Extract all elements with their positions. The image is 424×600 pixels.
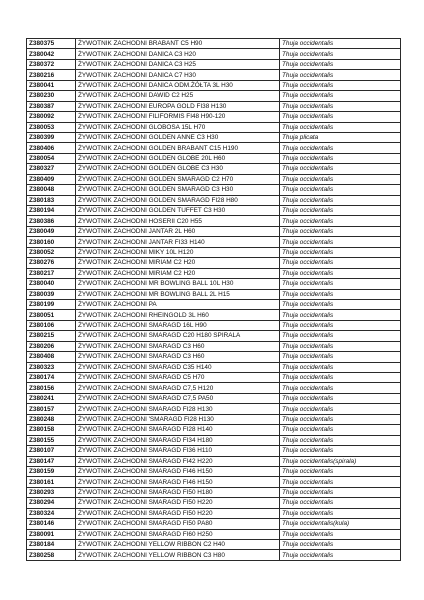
product-code-cell: Z380215 (27, 331, 76, 341)
latin-name-cell: Thuja occidentalis (280, 101, 401, 111)
product-name-cell: ŻYWOTNIK ZACHODNI SMARAGD FI46 H150 (76, 477, 280, 487)
table-row (27, 164, 401, 174)
product-code-cell: Z380241 (27, 393, 76, 403)
product-name-cell: ŻYWOTNIK ZACHODNI SMARAGD FI50 H220 (76, 498, 280, 508)
latin-name-cell: Thuja occidentalis (280, 299, 401, 309)
product-name-cell: ŻYWOTNIK ZACHODNI SMARAGD FI50 PA80 (76, 519, 280, 529)
table-row (27, 143, 401, 153)
product-code-cell: Z380107 (27, 446, 76, 456)
product-name-cell: ŻYWOTNIK ZACHODNI RHEINGOLD 3L H60 (76, 310, 280, 320)
product-name-cell: ŻYWOTNIK ZACHODNI GOLDEN GLOBE 20L H60 (76, 153, 280, 163)
latin-name-cell: Thuja occidentalis (280, 414, 401, 424)
table-row (27, 508, 401, 518)
table-row (27, 310, 401, 320)
product-name-cell: ŻYWOTNIK ZACHODNI MR BOWLING BALL 10L H30 (76, 279, 280, 289)
latin-name-cell: Thuja occidentalis (280, 237, 401, 247)
product-name-cell: ŻYWOTNIK ZACHODNI DANICA C3 H20 (76, 49, 280, 59)
table-row (27, 529, 401, 539)
latin-name-cell: Thuja occidentalis (280, 383, 401, 393)
product-code-cell: Z380051 (27, 310, 76, 320)
table-row (27, 331, 401, 341)
product-name-cell: ŻYWOTNIK ZACHODNI 'SMARAGD FI28 H130 (76, 414, 280, 424)
product-name-cell: ŻYWOTNIK ZACHODNI SMARAGD C7,5 PA50 (76, 393, 280, 403)
plant-table (26, 38, 401, 561)
product-name-cell: ŻYWOTNIK ZACHODNI SMARAGD C5 H70 (76, 373, 280, 383)
product-code-cell: Z380049 (27, 226, 76, 236)
product-code-cell: Z380042 (27, 49, 76, 59)
latin-name-cell: Thuja occidentalis (280, 279, 401, 289)
latin-name-cell: Thuja occidentalis (280, 59, 401, 69)
product-name-cell: ŻYWOTNIK ZACHODNI SMARAGD FI50 H180 (76, 487, 280, 497)
product-code-cell: Z380183 (27, 195, 76, 205)
product-code-cell: Z380157 (27, 404, 76, 414)
table-row (27, 446, 401, 456)
product-code-cell: Z380408 (27, 352, 76, 362)
latin-name-cell: Thuja occidentalis (280, 540, 401, 550)
product-name-cell: ŻYWOTNIK ZACHODNI SMARAGD FI50 H220 (76, 508, 280, 518)
product-code-cell: Z380372 (27, 59, 76, 69)
latin-name-cell: Thuja occidentalis (280, 310, 401, 320)
table-row (27, 425, 401, 435)
product-name-cell: ŻYWOTNIK ZACHODNI SMARAGD C35 H140 (76, 362, 280, 372)
product-name-cell: ŻYWOTNIK ZACHODNI MIRIAM C2 H20 (76, 268, 280, 278)
product-name-cell: ŻYWOTNIK ZACHODNI JANTAR 2L H60 (76, 226, 280, 236)
latin-name-cell: Thuja occidentalis (280, 331, 401, 341)
table-row (27, 216, 401, 226)
latin-name-cell: Thuja occidentalis (280, 153, 401, 163)
product-name-cell: ŻYWOTNIK ZACHODNI GOLDEN SMARAGD C2 H70 (76, 174, 280, 184)
table-row (27, 174, 401, 184)
product-code-cell: Z380147 (27, 456, 76, 466)
product-code-cell: Z380258 (27, 550, 76, 560)
latin-name-cell: Thuja occidentalis (280, 529, 401, 539)
table-row (27, 404, 401, 414)
latin-name-cell: Thuja occidentalis (280, 247, 401, 257)
table-row (27, 49, 401, 59)
latin-name-cell: Thuja occidentalis (280, 404, 401, 414)
product-name-cell: ŻYWOTNIK ZACHODNI SMARAGD C3 H60 (76, 352, 280, 362)
latin-name-cell: Thuja occidentalis (280, 362, 401, 372)
table-row (27, 435, 401, 445)
table-row (27, 279, 401, 289)
latin-name-cell: Thuja occidentalis (280, 185, 401, 195)
table-row (27, 206, 401, 216)
product-name-cell: ŻYWOTNIK ZACHODNI MIKY 10L H120 (76, 247, 280, 257)
latin-name-cell: Thuja occidentalis (280, 258, 401, 268)
product-code-cell: Z380053 (27, 122, 76, 132)
product-name-cell: ŻYWOTNIK ZACHODNI SMARAGD FI28 H130 (76, 404, 280, 414)
table-row (27, 247, 401, 257)
product-name-cell: ŻYWOTNIK ZACHODNI SMARAGD FI34 H180 (76, 435, 280, 445)
table-row (27, 299, 401, 309)
table-row (27, 226, 401, 236)
product-name-cell: ŻYWOTNIK ZACHODNI SMARAGD FI46 H150 (76, 466, 280, 476)
product-name-cell: ŻYWOTNIK ZACHODNI SMARAGD 16L H90 (76, 320, 280, 330)
latin-name-cell: Thuja occidentalis (280, 39, 401, 49)
latin-name-cell: Thuja occidentalis (280, 373, 401, 383)
table-row (27, 237, 401, 247)
latin-name-cell: Thuja occidentalis (280, 174, 401, 184)
latin-name-cell: Thuja occidentalis (280, 393, 401, 403)
product-name-cell: ŻYWOTNIK ZACHODNI BRABANT C5 H90 (76, 39, 280, 49)
product-name-cell: ŻYWOTNIK ZACHODNI EUROPA GOLD FI38 H130 (76, 101, 280, 111)
latin-name-cell: Thuja occidentalis (280, 550, 401, 560)
table-row (27, 153, 401, 163)
table-row (27, 477, 401, 487)
product-name-cell: ŻYWOTNIK ZACHODNI SMARAGD FI36 H110 (76, 446, 280, 456)
latin-name-cell: Thuja occidentalis (280, 341, 401, 351)
product-name-cell: ŻYWOTNIK ZACHODNI MIRIAM C2 H20 (76, 258, 280, 268)
table-row (27, 487, 401, 497)
table-row (27, 101, 401, 111)
table-row (27, 456, 401, 466)
table-row (27, 122, 401, 132)
table-row (27, 91, 401, 101)
product-code-cell: Z380276 (27, 258, 76, 268)
product-code-cell: Z380041 (27, 80, 76, 90)
product-code-cell: Z380158 (27, 425, 76, 435)
product-code-cell: Z380406 (27, 143, 76, 153)
table-row (27, 341, 401, 351)
product-code-cell: Z380386 (27, 216, 76, 226)
product-code-cell: Z380293 (27, 487, 76, 497)
product-name-cell: ŻYWOTNIK ZACHODNI HOSERII C20 H55 (76, 216, 280, 226)
table-row (27, 466, 401, 476)
product-code-cell: Z380217 (27, 268, 76, 278)
product-code-cell: Z380323 (27, 362, 76, 372)
product-name-cell: ŻYWOTNIK ZACHODNI DAWID C2 H25 (76, 91, 280, 101)
product-code-cell: Z380324 (27, 508, 76, 518)
product-code-cell: Z380216 (27, 70, 76, 80)
table-row (27, 185, 401, 195)
latin-name-cell: Thuja occidentalis (280, 164, 401, 174)
product-code-cell: Z380399 (27, 132, 76, 142)
latin-name-cell: Thuja occidentalis (280, 446, 401, 456)
product-name-cell: ŻYWOTNIK ZACHODNI YELLOW RIBBON C2 H40 (76, 540, 280, 550)
product-name-cell: ŻYWOTNIK ZACHODNI FILIFORMIS FI48 H90-120 (76, 112, 280, 122)
latin-name-cell: Thuja occidentalis (280, 435, 401, 445)
product-code-cell: Z380294 (27, 498, 76, 508)
product-code-cell: Z380230 (27, 91, 76, 101)
product-code-cell: Z380194 (27, 206, 76, 216)
table-row (27, 540, 401, 550)
product-name-cell: ŻYWOTNIK ZACHODNI DANICA C7 H30 (76, 70, 280, 80)
table-row (27, 268, 401, 278)
product-name-cell: ŻYWOTNIK ZACHODNI SMARAGD C7,5 H120 (76, 383, 280, 393)
product-name-cell: ŻYWOTNIK ZACHODNI JANTAR FI33 H140 (76, 237, 280, 247)
latin-name-cell: Thuja occidentalis (280, 206, 401, 216)
product-code-cell: Z380199 (27, 299, 76, 309)
table-row (27, 352, 401, 362)
product-name-cell: ŻYWOTNIK ZACHODNI SMARAGD C3 H60 (76, 341, 280, 351)
latin-name-cell: Thuja occidentalis (280, 508, 401, 518)
product-name-cell: ŻYWOTNIK ZACHODNI GOLDEN SMARAGD FI28 H80 (76, 195, 280, 205)
latin-name-cell: Thuja occidentalis (280, 122, 401, 132)
product-name-cell: ŻYWOTNIK ZACHODNI PA (76, 299, 280, 309)
product-name-cell: ŻYWOTNIK ZACHODNI SMARAGD FI60 H250 (76, 529, 280, 539)
latin-name-cell: Thuja occidentalis (280, 226, 401, 236)
table-row (27, 258, 401, 268)
latin-name-cell: Thuja occidentalis (280, 289, 401, 299)
product-code-cell: Z380155 (27, 435, 76, 445)
latin-name-cell: Thuja occidentalis (280, 216, 401, 226)
table-row (27, 393, 401, 403)
table-row (27, 132, 401, 142)
latin-name-cell: Thuja occidentalis (280, 112, 401, 122)
product-code-cell: Z380206 (27, 341, 76, 351)
latin-name-cell: Thuja plicata (280, 132, 401, 142)
product-code-cell: Z380375 (27, 39, 76, 49)
latin-name-cell: Thuja occidentalis (280, 268, 401, 278)
table-row (27, 414, 401, 424)
product-name-cell: ŻYWOTNIK ZACHODNI GOLDEN SMARAGD C3 H30 (76, 185, 280, 195)
latin-name-cell: Thuja occidentalis (280, 352, 401, 362)
latin-name-cell: Thuja occidentalis (280, 195, 401, 205)
product-code-cell: Z380387 (27, 101, 76, 111)
product-name-cell: ŻYWOTNIK ZACHODNI YELLOW RIBBON C3 H80 (76, 550, 280, 560)
table-row (27, 39, 401, 49)
product-code-cell: Z380048 (27, 185, 76, 195)
table-row (27, 550, 401, 560)
product-name-cell: ŻYWOTNIK ZACHODNI SMARAGD C20 H180 SPIRALA (76, 331, 280, 341)
product-code-cell: Z380184 (27, 540, 76, 550)
latin-name-cell: Thuja occidentalis (280, 425, 401, 435)
product-code-cell: Z380039 (27, 289, 76, 299)
product-name-cell: ŻYWOTNIK ZACHODNI GLOBOSA 15L H70 (76, 122, 280, 132)
latin-name-cell: Thuja occidentalis(kula) (280, 519, 401, 529)
product-name-cell: ŻYWOTNIK ZACHODNI DANICA ODM.ŻÓŁTA 3L H30 (76, 80, 280, 90)
latin-name-cell: Thuja occidentalis (280, 466, 401, 476)
product-name-cell: ŻYWOTNIK ZACHODNI GOLDEN ANNE C3 H30 (76, 132, 280, 142)
product-code-cell: Z380052 (27, 247, 76, 257)
table-row (27, 373, 401, 383)
product-name-cell: ŻYWOTNIK ZACHODNI GOLDEN GLOBE C3 H30 (76, 164, 280, 174)
product-code-cell: Z380091 (27, 529, 76, 539)
plant-list-page (26, 38, 401, 561)
table-row (27, 59, 401, 69)
product-code-cell: Z380159 (27, 466, 76, 476)
table-row (27, 383, 401, 393)
table-row (27, 195, 401, 205)
product-code-cell: Z380161 (27, 477, 76, 487)
table-row (27, 80, 401, 90)
table-row (27, 519, 401, 529)
product-name-cell: ŻYWOTNIK ZACHODNI GOLDEN TUFFET C3 H30 (76, 206, 280, 216)
product-name-cell: ŻYWOTNIK ZACHODNI SMARAGD FI28 H140 (76, 425, 280, 435)
latin-name-cell: Thuja occidentalis (280, 143, 401, 153)
table-row (27, 362, 401, 372)
latin-name-cell: Thuja occidentalis (280, 80, 401, 90)
product-code-cell: Z380040 (27, 279, 76, 289)
product-name-cell: ŻYWOTNIK ZACHODNI DANICA C3 H25 (76, 59, 280, 69)
table-row (27, 289, 401, 299)
product-code-cell: Z380248 (27, 414, 76, 424)
product-code-cell: Z380409 (27, 174, 76, 184)
latin-name-cell: Thuja occidentalis (280, 498, 401, 508)
product-name-cell: ŻYWOTNIK ZACHODNI SMARAGD FI42 H220 (76, 456, 280, 466)
table-row (27, 112, 401, 122)
latin-name-cell: Thuja occidentalis (280, 91, 401, 101)
latin-name-cell: Thuja occidentalis (280, 70, 401, 80)
product-name-cell: ŻYWOTNIK ZACHODNI GOLDEN BRABANT C15 H190 (76, 143, 280, 153)
product-code-cell: Z380092 (27, 112, 76, 122)
latin-name-cell: Thuja occidentalis (280, 320, 401, 330)
latin-name-cell: Thuja occidentalis(spirala) (280, 456, 401, 466)
latin-name-cell: Thuja occidentalis (280, 487, 401, 497)
product-code-cell: Z380146 (27, 519, 76, 529)
product-code-cell: Z380106 (27, 320, 76, 330)
product-code-cell: Z380327 (27, 164, 76, 174)
table-row (27, 70, 401, 80)
plant-table-body (27, 39, 401, 561)
latin-name-cell: Thuja occidentalis (280, 477, 401, 487)
product-code-cell: Z380156 (27, 383, 76, 393)
product-code-cell: Z380160 (27, 237, 76, 247)
latin-name-cell: Thuja occidentalis (280, 49, 401, 59)
product-name-cell: ŻYWOTNIK ZACHODNI MR BOWLING BALL 2L H15 (76, 289, 280, 299)
product-code-cell: Z380174 (27, 373, 76, 383)
table-row (27, 320, 401, 330)
table-row (27, 498, 401, 508)
product-code-cell: Z380054 (27, 153, 76, 163)
